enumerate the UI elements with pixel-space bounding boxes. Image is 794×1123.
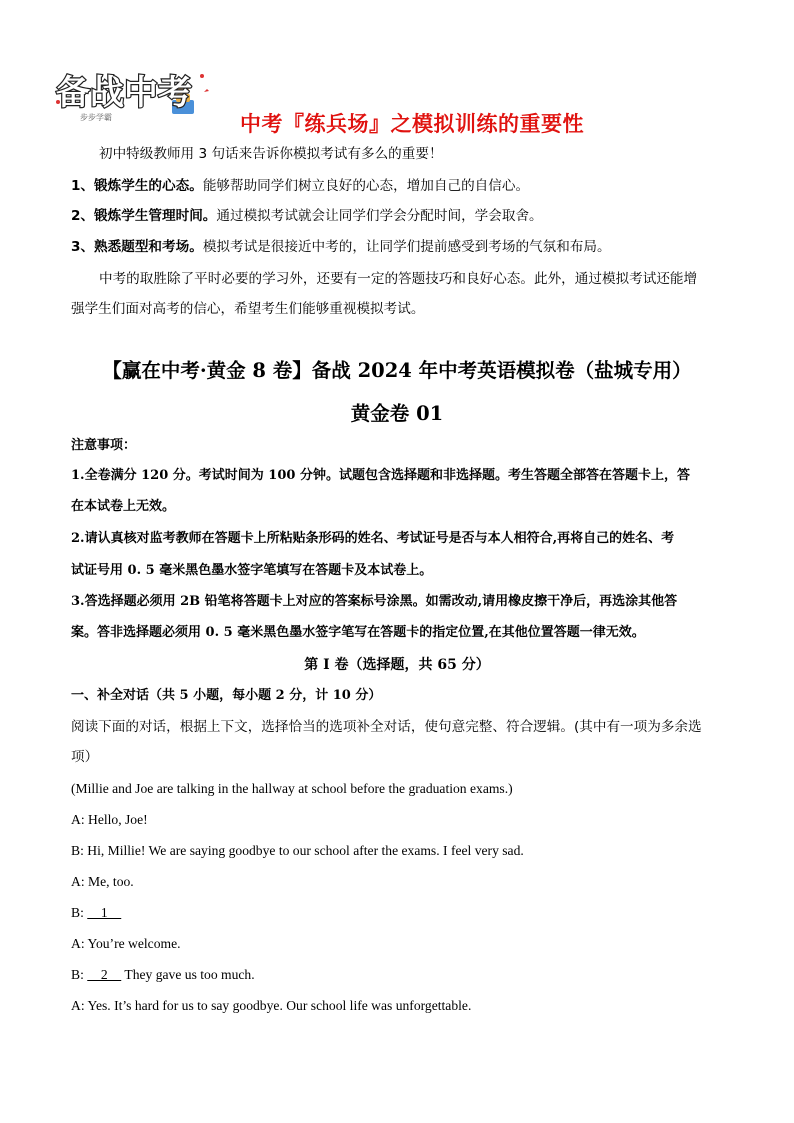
dialogue-text: Hello, Joe! — [88, 812, 148, 827]
promo-point-text: 通过模拟考试就会让同学们学会分配时间，学会取舍。 — [216, 208, 543, 224]
dialogue-line — [71, 841, 732, 861]
dialogue-text: Hi, Millie! We are saying goodbye to our school after the exams. I feel very sad. — [87, 843, 524, 858]
notice-2-line-1: 2.请认真核对监考教师在答题卡上所粘贴条形码的姓名、考试证号是否与本人相符合,再将自己的姓名、考 — [71, 531, 675, 546]
instructions-line-1: 阅读下面的对话，根据上下文，选择恰当的选项补全对话，使句意完整、符合逻辑。(其中有一项为多余选 — [71, 719, 702, 735]
promo-point-1 — [71, 176, 732, 196]
notice-1-line-2: 在本试卷上无效。 — [71, 499, 176, 514]
dialogue-line — [71, 934, 732, 954]
part-title: 第 I 卷（选择题，共 65 分） — [304, 657, 490, 673]
logo-text: 备战中考 — [56, 73, 192, 113]
promo-closing-line-1: 中考的取胜除了平时必要的学习外，还要有一定的答题技巧和良好心态。此外，通过模拟考试还能增 — [99, 271, 698, 287]
promo-point-label: 2、锻炼学生管理时间。 — [71, 208, 217, 224]
notice-heading: 注意事项： — [71, 438, 137, 453]
promo-title: 中考『练兵场』之模拟训练的重要性 — [240, 112, 584, 136]
notice-2-line-2: 试证号用 0. 5 毫米黑色墨水签字笔填写在答题卡及本试卷上。 — [71, 563, 433, 578]
dialogue-speaker: A: — [71, 812, 85, 827]
notice-3-line-2: 案。答非选择题必须用 0. 5 毫米黑色墨水签字笔写在答题卡的指定位置,在其他位置答题一律无效。 — [71, 625, 645, 640]
instructions-line-2: 项） — [71, 749, 99, 765]
dialogue-line — [71, 903, 732, 923]
promo-point-2 — [71, 206, 732, 226]
dialogue-speaker: B: — [71, 905, 84, 920]
promo-closing-line-2: 强学生们面对高考的信心，希望考生们能够重视模拟考试。 — [71, 301, 425, 317]
dialogue-speaker: A: — [71, 998, 85, 1013]
dialogue-text: Yes. It’s hard for us to say goodbye. Our school life was unforgettable. — [87, 998, 472, 1013]
section-heading: 一、补全对话（共 5 小题，每小题 2 分，计 10 分） — [71, 688, 382, 703]
notice-3-line-1: 3.答选择题必须用 2B 铅笔将答题卡上对应的答案标号涂黑。如需改动,请用橡皮擦干净后，再选涂其他答 — [71, 594, 678, 609]
dialogue-scene: (Millie and Joe are talking in the hallway at school before the graduation exams.) — [71, 781, 513, 796]
promo-point-text: 模拟考试是很接近中考的，让同学们提前感受到考场的气氛和布局。 — [202, 239, 611, 255]
dialogue-speaker: B: — [71, 967, 84, 982]
answer-blank-1: 1 — [87, 905, 122, 920]
exam-subtitle: 黄金卷 01 — [350, 402, 444, 425]
exam-title: 【赢在中考·黄金 8 卷】备战 2024 年中考英语模拟卷（盐城专用） — [102, 359, 692, 382]
dialogue-line — [71, 872, 732, 892]
dialogue-speaker: A: — [71, 874, 85, 889]
dialogue-text: You’re welcome. — [87, 936, 181, 951]
notice-1-line-1: 1.全卷满分 120 分。考试时间为 100 分钟。试题包含选择题和非选择题。考生答题全部答在答题卡上，答 — [71, 468, 690, 483]
promo-point-label: 3、熟悉题型和考场。 — [71, 239, 203, 255]
dialogue-line — [71, 810, 732, 830]
dialogue-line — [71, 965, 732, 985]
promo-intro: 初中特级教师用 3 句话来告诉你模拟考试有多么的重要！ — [99, 146, 443, 162]
answer-blank-2: 2 — [87, 967, 122, 982]
promo-point-label: 1、锻炼学生的心态。 — [71, 178, 203, 194]
logo-subtext: 步步学霸 — [80, 113, 112, 122]
dialogue-text: Me, too. — [88, 874, 134, 889]
promo-point-text: 能够帮助同学们树立良好的心态，增加自己的自信心。 — [202, 178, 530, 194]
dialogue-speaker: B: — [71, 843, 84, 858]
dialogue-line — [71, 996, 732, 1016]
dialogue-text: They gave us too much. — [121, 967, 255, 982]
dialogue-speaker: A: — [71, 936, 85, 951]
promo-point-3 — [71, 237, 732, 257]
